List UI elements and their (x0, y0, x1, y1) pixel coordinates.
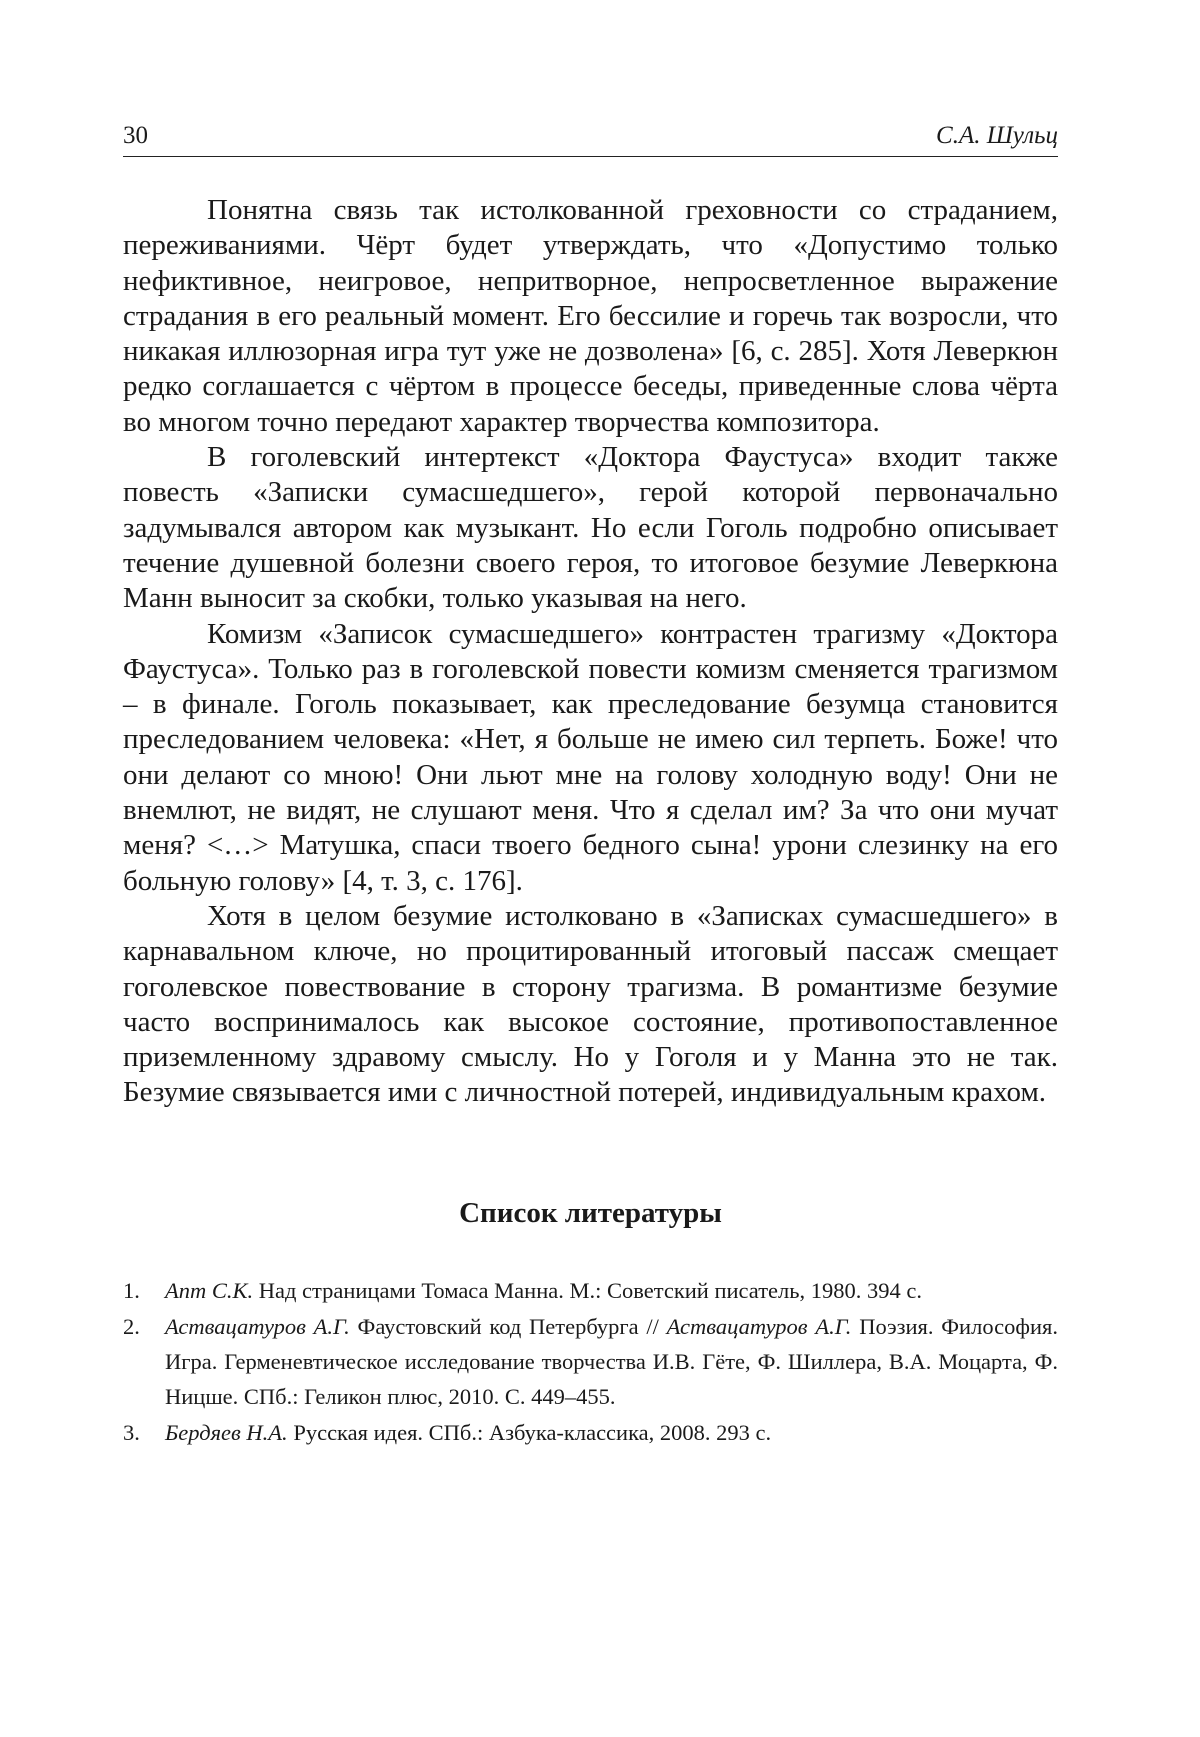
reference-text: Фаустовский код Петербурга // (349, 1313, 667, 1339)
page-number: 30 (123, 122, 148, 149)
reference-number: 2. (123, 1313, 140, 1339)
running-head (123, 120, 1058, 157)
reference-text: Русская идея. СПб.: Азбука-классика, 2008. 293 с. (287, 1419, 772, 1445)
reference-author: Аствацатуров А.Г. (666, 1313, 852, 1339)
references-list (123, 1273, 1058, 1450)
reference-item (123, 1415, 1058, 1450)
reference-item (123, 1309, 1058, 1414)
body-text (123, 193, 1058, 1111)
reference-text: Над страницами Томаса Манна. М.: Советский писатель, 1980. 394 с. (253, 1277, 923, 1303)
paragraph: Комизм «Записок сумасшедшего» контрастен трагизму «Доктора Фаустуса». Только раз в гоголевской повести комизм сменяется трагизмом – в финале. Гоголь показывает, как преследование безумца становится преследованием человека: «Нет, я больше не имею сил терпеть. Боже! что они делают со мною! Они льют мне на голову холодную воду! Они не внемлют, не видят, не слушают меня. Что я сделал им? За что они мучат меня? <…> Матушка, спаси твоего бедного сына! урони слезинку на его больную голову» [4, т. 3, с. 176]. (123, 617, 1058, 897)
reference-number: 1. (123, 1277, 140, 1303)
running-head-author: С.А. Шульц (936, 122, 1058, 149)
reference-author: Бердяев Н.А. (165, 1419, 288, 1445)
reference-number: 3. (123, 1419, 140, 1445)
document-page (123, 120, 1058, 1451)
references-title: Список литературы (459, 1196, 722, 1229)
paragraph: В гоголевский интертекст «Доктора Фаустуса» входит также повесть «Записки сумасшедшего», герой которой первоначально задумывался автором как музыкант. Но если Гоголь подробно описывает течение душевной болезни своего героя, то итоговое безумие Леверкюна Манн выносит за скобки, только указывая на него. (123, 441, 1058, 615)
reference-author: Аствацатуров А.Г. (165, 1313, 350, 1339)
paragraph: Хотя в целом безумие истолковано в «Записках сумасшедшего» в карнавальном ключе, но процитированный итоговый пассаж смещает гоголевское повествование в сторону трагизма. В романтизме безумие часто воспринималось как высокое состояние, противопоставленное приземленному здравому смыслу. Но у Гоголя и у Манна это не так. Безумие связывается ими с личностной потерей, индивидуальным крахом. (123, 899, 1058, 1109)
reference-text: Поэзия. Философия. Игра. Герменевтическое исследование творчества И.В. Гёте, Ф. Шиллера, В.А. Моцарта, Ф. Ницше. СПб.: Геликон плюс, 2010. С. 449–455. (165, 1313, 1058, 1409)
reference-author: Апт С.К. (165, 1277, 254, 1303)
reference-item (123, 1273, 1058, 1308)
paragraph: Понятна связь так истолкованной греховности со страданием, переживаниями. Чёрт будет утверждать, что «Допустимо только нефиктивное, неигровое, непритворное, непросветленное выражение страдания в его реальный момент. Его бессилие и горечь так возросли, что никакая иллюзорная игра тут уже не дозволена» [6, с. 285]. Хотя Леверкюн редко соглашается с чёртом в процессе беседы, приведенные слова чёрта во многом точно передают характер творчества композитора. (123, 194, 1058, 438)
